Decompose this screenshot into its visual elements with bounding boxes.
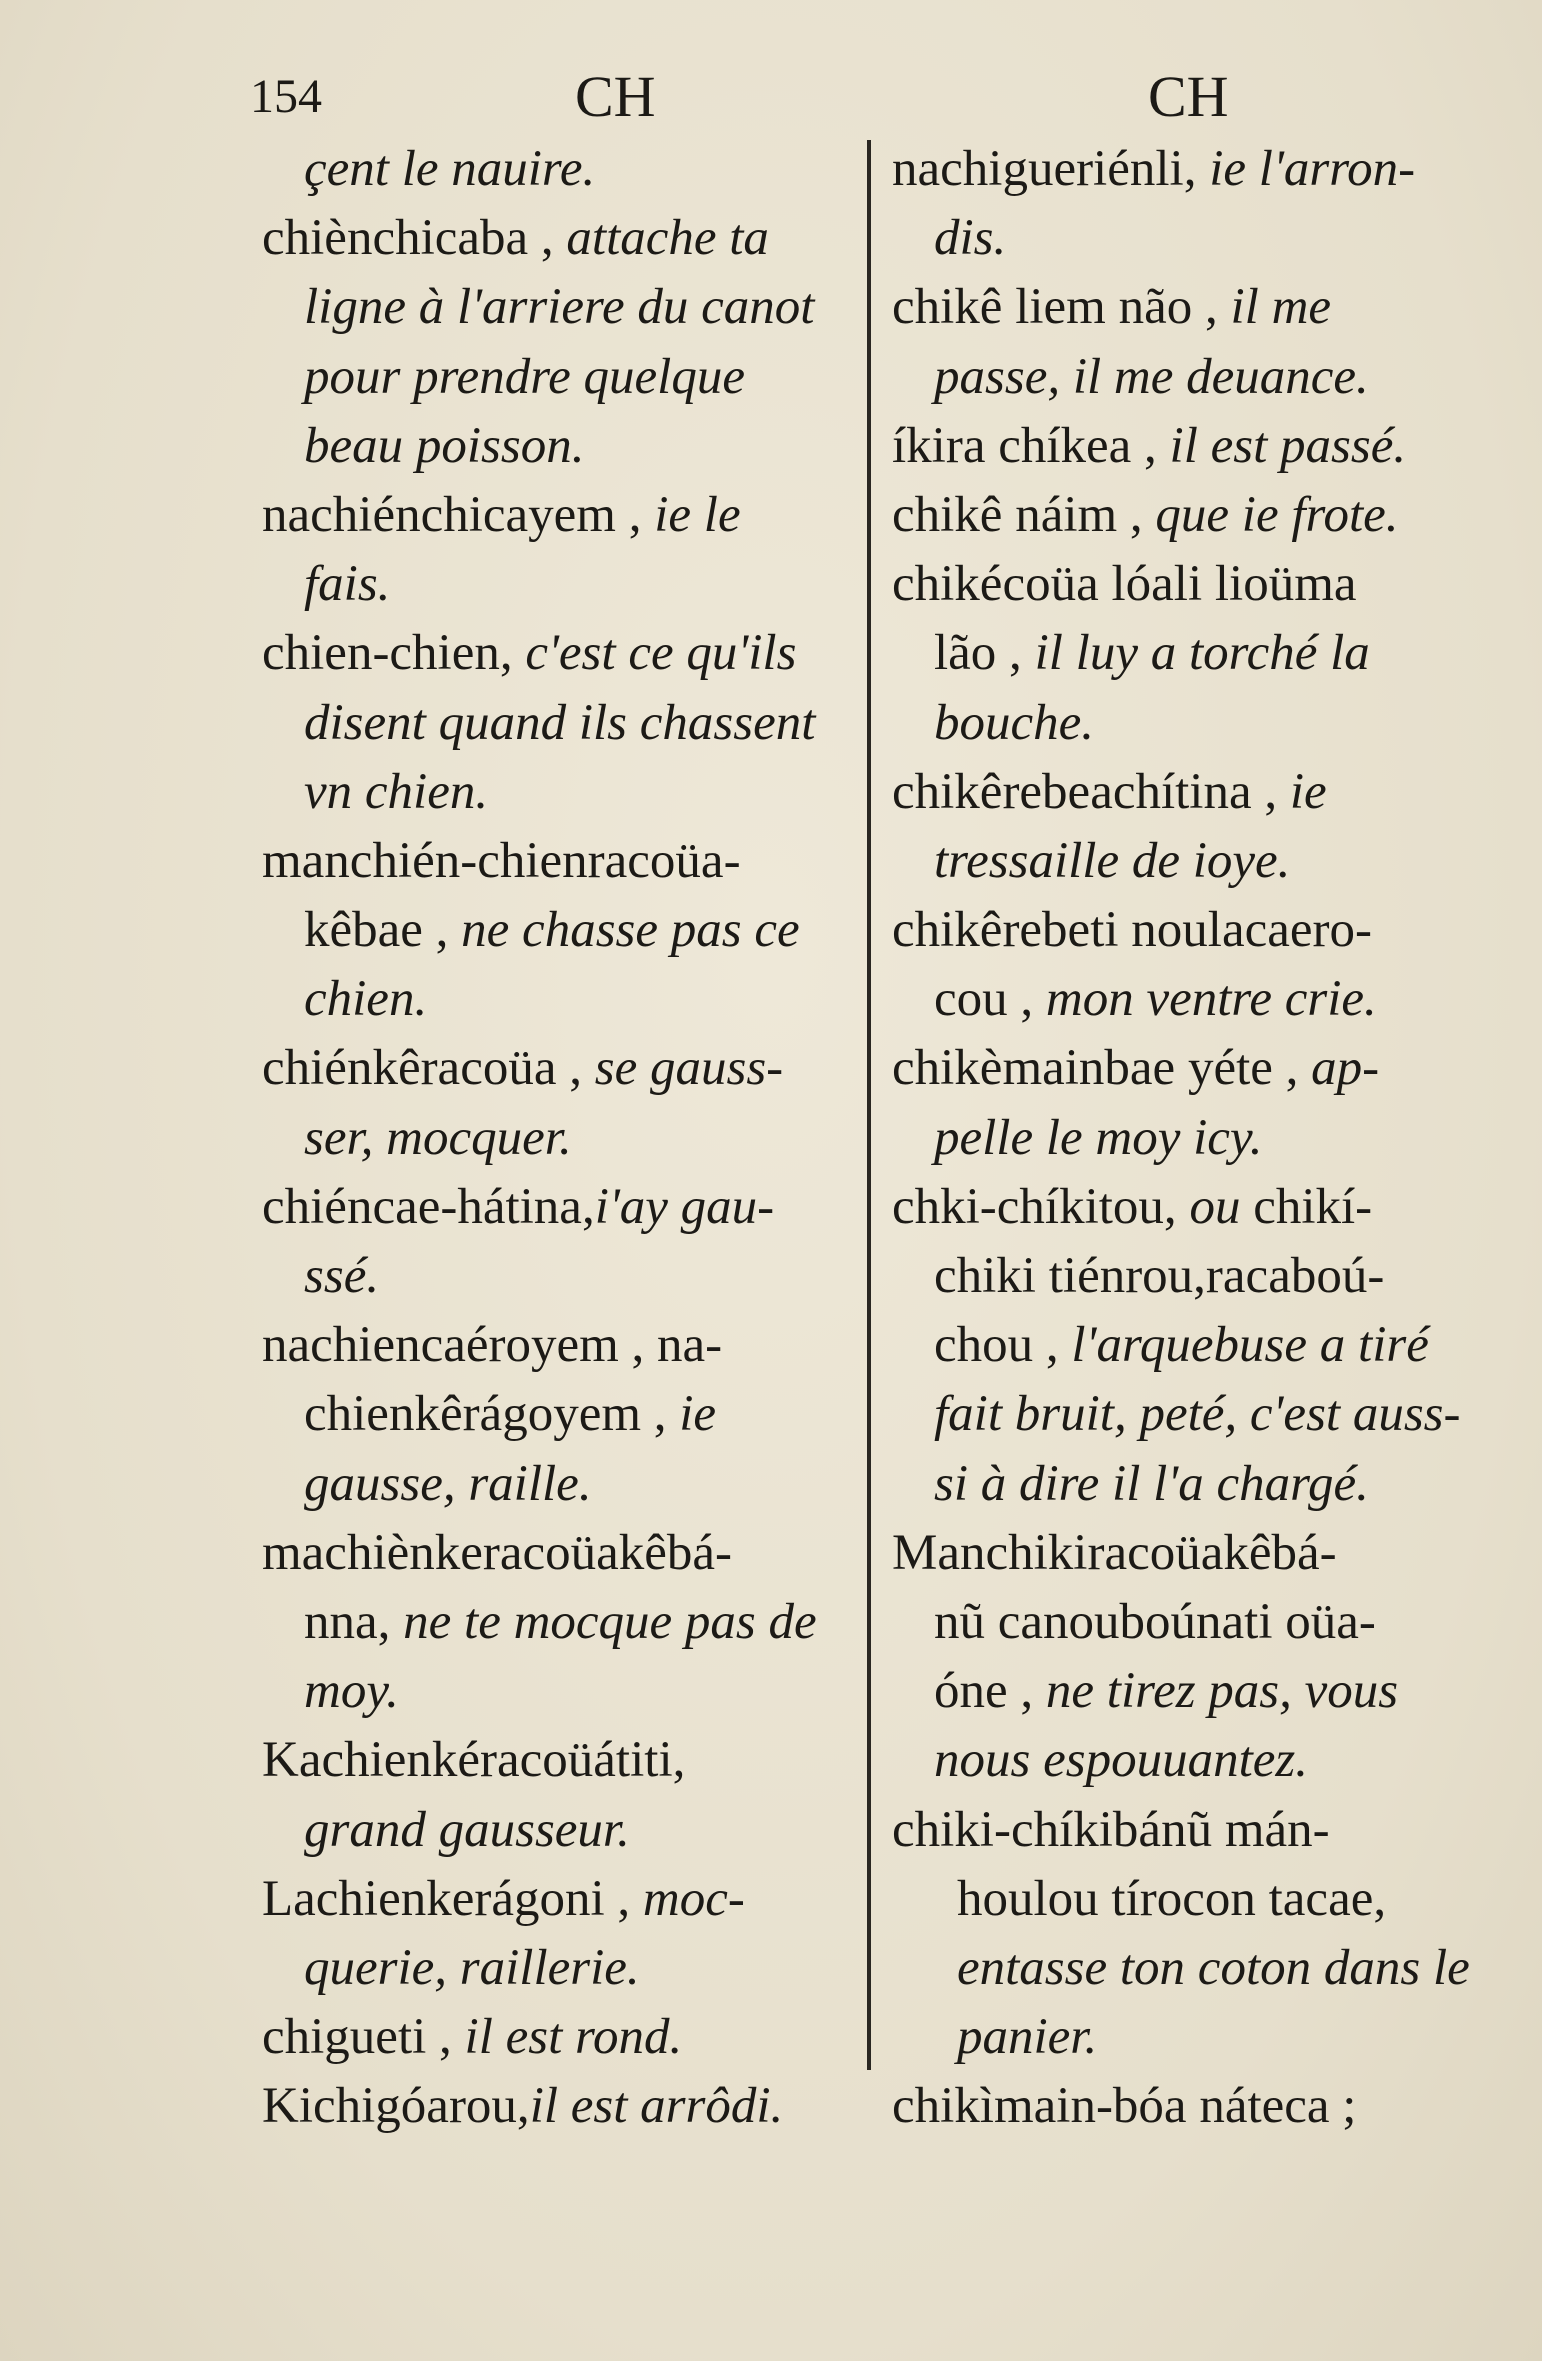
headword-text: chikìmain-bóa náteca ; [892, 2078, 1357, 2135]
column-rule [867, 140, 871, 2070]
dictionary-line [262, 1311, 847, 1380]
definition-text: pelle le moy icy. [934, 1109, 1263, 1166]
page-number: 154 [250, 70, 322, 123]
dictionary-line [892, 1242, 1492, 1311]
definition-text: grand gausseur. [304, 1801, 630, 1858]
dictionary-line [892, 481, 1492, 550]
definition-text: ligne à l'arriere du canot [304, 279, 815, 336]
definition-text: ne chasse pas ce [461, 902, 800, 959]
definition-text: il est arrôdi. [529, 2078, 784, 2135]
headword-text: houlou tírocon tacae, [957, 1870, 1387, 1927]
left-column [262, 135, 847, 2141]
dictionary-line [262, 1034, 847, 1103]
definition-text: fait bruit, peté, c'est auss- [934, 1386, 1461, 1443]
dictionary-line [892, 1380, 1492, 1449]
definition-text: il est rond. [464, 2009, 683, 2066]
definition-text: ne te mocque pas de [403, 1593, 817, 1650]
dictionary-line [262, 135, 847, 204]
dictionary-line [892, 1034, 1492, 1103]
dictionary-line [262, 827, 847, 896]
definition-text: ie l'arron- [1209, 141, 1416, 197]
dictionary-line [892, 135, 1492, 204]
dictionary-line [892, 1726, 1492, 1795]
headword-text: nna, [304, 1593, 404, 1650]
dictionary-line [262, 1796, 847, 1865]
definition-text: il me [1230, 279, 1332, 336]
dictionary-line [262, 689, 847, 758]
definition-text: beau poisson. [304, 417, 585, 474]
definition-text: disent quand ils chassent [304, 694, 816, 751]
right-column [892, 135, 1492, 2141]
definition-text: l'arquebuse a tiré [1071, 1317, 1429, 1374]
dictionary-line [262, 1865, 847, 1934]
definition-text: moc- [642, 1870, 745, 1927]
dictionary-line [262, 550, 847, 619]
dictionary-line [892, 273, 1492, 342]
definition-text: gausse, raille. [304, 1455, 592, 1512]
definition-text: si à dire il l'a chargé. [934, 1455, 1369, 1512]
definition-text: querie, raillerie. [304, 1939, 640, 1996]
headword-text: chikê liem não , [892, 279, 1231, 336]
dictionary-line [262, 1934, 847, 2003]
dictionary-line [892, 550, 1492, 619]
definition-text: tressaille de ioye. [934, 832, 1291, 889]
definition-text: çent le nauire. [304, 141, 596, 197]
definition-text: c'est ce qu'ils [525, 625, 797, 682]
dictionary-line [262, 1588, 847, 1657]
dictionary-line [892, 2072, 1492, 2141]
headword-text: nũ canouboúnati oüa- [934, 1593, 1376, 1650]
dictionary-line [892, 689, 1492, 758]
headword-text: manchién-chienracoüa- [262, 832, 741, 889]
headword-text: chikêrebeachítina , [892, 763, 1290, 820]
dictionary-line [892, 1173, 1492, 1242]
dictionary-line [262, 1726, 847, 1795]
headword-text: chiki-chíkibánũ mán- [892, 1801, 1330, 1858]
dictionary-line [892, 758, 1492, 827]
dictionary-line [262, 1380, 847, 1449]
dictionary-line [892, 204, 1492, 273]
dictionary-line [892, 1657, 1492, 1726]
dictionary-line [262, 1450, 847, 1519]
dictionary-line [262, 1104, 847, 1173]
headword-text: chki-chíkitou, [892, 1178, 1190, 1235]
definition-text: ne tirez pas, vous [1045, 1663, 1399, 1720]
dictionary-line [262, 204, 847, 273]
headword-text: chiki tiénrou,racaboú- [934, 1248, 1385, 1304]
dictionary-line [892, 343, 1492, 412]
headword-text: íkira chíkea , [892, 417, 1170, 474]
definition-text: fais. [304, 556, 391, 613]
definition-text: ie [1289, 763, 1327, 820]
definition-text: ie le [654, 486, 741, 543]
dictionary-line [892, 412, 1492, 481]
dictionary-line [892, 1588, 1492, 1657]
headword-text: machiènkeracoüakêbá- [262, 1524, 733, 1581]
dictionary-line [262, 965, 847, 1034]
dictionary-line [262, 412, 847, 481]
headword-text: nachiénchicayem , [262, 486, 655, 543]
definition-text: il est passé. [1169, 417, 1407, 474]
headword-text: kêbae , [304, 902, 462, 959]
headword-text: Lachienkerágoni , [262, 1870, 643, 1927]
definition-text: ie [679, 1386, 717, 1443]
definition-text: pour prendre quelque [304, 348, 745, 405]
headword-text: chikèmainbae yéte , [892, 1040, 1312, 1097]
definition-text: moy. [304, 1663, 399, 1720]
dictionary-line [892, 827, 1492, 896]
definition-text: que ie frote. [1155, 486, 1399, 543]
dictionary-line [262, 1657, 847, 1726]
definition-text: ap- [1311, 1040, 1380, 1097]
dictionary-line [892, 2003, 1492, 2072]
definition-text: ssé. [304, 1248, 380, 1304]
dictionary-line [262, 273, 847, 342]
headword-text: chikêrebeti noulacaero- [892, 902, 1372, 959]
dictionary-line [892, 1934, 1492, 2003]
dictionary-line [892, 896, 1492, 965]
dictionary-line [262, 2003, 847, 2072]
headword-text: chiènchicaba , [262, 210, 567, 267]
headword-text: óne , [934, 1663, 1046, 1720]
definition-text: chien. [304, 971, 428, 1028]
headword-text: chikécoüa lóali lioüma [892, 556, 1357, 613]
definition-text: vn chien. [304, 763, 489, 820]
running-head-left: CH [575, 64, 656, 129]
headword-text: cou , [934, 971, 1046, 1028]
headword-text: Kachienkéracoüátiti, [262, 1732, 686, 1789]
definition-text: panier. [957, 2009, 1098, 2066]
headword-text: chienkêrágoyem , [304, 1386, 680, 1443]
dictionary-line [262, 1242, 847, 1311]
headword-text: chikê náim , [892, 486, 1156, 543]
dictionary-line [892, 1450, 1492, 1519]
definition-text: attache ta [566, 210, 769, 267]
definition-text: se gauss- [594, 1040, 784, 1097]
dictionary-line [892, 1865, 1492, 1934]
definition-text: passe, il me deuance. [934, 348, 1369, 405]
definition-text: i'ay gau- [594, 1178, 775, 1235]
definition-text: dis. [934, 210, 1007, 267]
headword-text: Kichigóarou, [262, 2078, 530, 2135]
definition-text: bouche. [934, 694, 1095, 751]
headword-text: chiénkêracoüa , [262, 1040, 595, 1097]
definition-text: il luy a torché la [1034, 625, 1370, 682]
dictionary-line [262, 1519, 847, 1588]
dictionary-line [892, 1104, 1492, 1173]
dictionary-line [262, 758, 847, 827]
dictionary-line [892, 1311, 1492, 1380]
definition-text: nous espouuantez. [934, 1732, 1308, 1789]
headword-text: nachiencaéroyem , na- [262, 1317, 723, 1374]
dictionary-line [262, 1173, 847, 1242]
definition-text: entasse ton coton dans le [957, 1939, 1470, 1996]
definition-text: mon ventre crie. [1045, 971, 1377, 1028]
definition-text: ou [1189, 1178, 1254, 1235]
dictionary-line [892, 1796, 1492, 1865]
headword-text: chigueti , [262, 2009, 465, 2066]
headword-text: Manchikiracoüakêbá- [892, 1524, 1337, 1581]
dictionary-line [262, 481, 847, 550]
definition-text: ser, mocquer. [304, 1109, 572, 1166]
dictionary-line [892, 619, 1492, 688]
headword-text: chikí- [1253, 1178, 1373, 1235]
dictionary-line [892, 965, 1492, 1034]
headword-text: chiéncae-hátina, [262, 1178, 595, 1235]
dictionary-line [262, 343, 847, 412]
dictionary-line [262, 2072, 847, 2141]
headword-text: lão , [934, 625, 1035, 682]
dictionary-line [892, 1519, 1492, 1588]
dictionary-line [262, 619, 847, 688]
dictionary-line [262, 896, 847, 965]
headword-text: chien-chien, [262, 625, 526, 682]
headword-text: chou , [934, 1317, 1072, 1374]
headword-text: nachigueriénli, [892, 141, 1210, 197]
running-head-right: CH [1148, 64, 1229, 129]
